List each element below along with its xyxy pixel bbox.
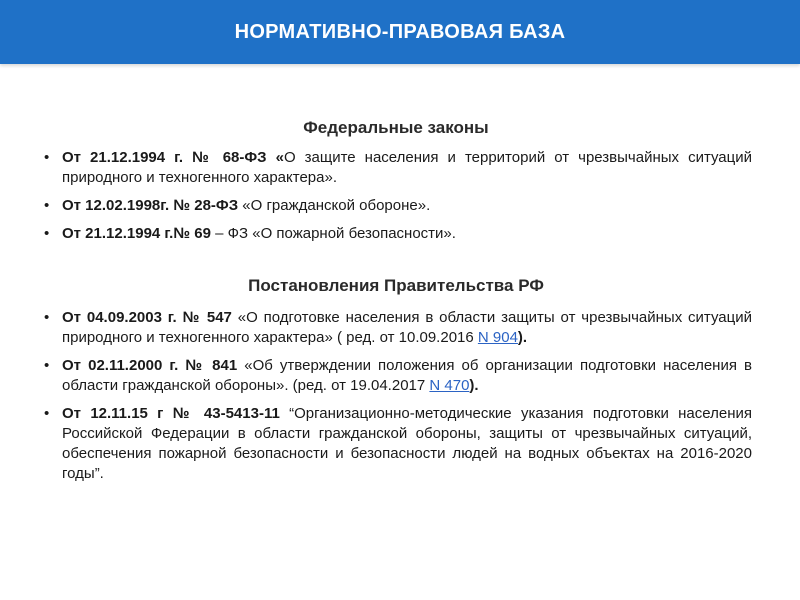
bullet-icon: • (44, 357, 50, 374)
list-item: • От 04.09.2003 г. № 547 «О подготовке населения в области защиты от чрезвычайных ситуаций природного и техногенного характера» ( ред. от 10.09.2016 N 904). (44, 309, 752, 346)
section-title-federal-laws: Федеральные законы (303, 118, 489, 137)
bullet-icon: • (44, 149, 50, 166)
list-item: • От 21.12.1994 г.№ 69 – ФЗ «О пожарной безопасности». (44, 225, 456, 242)
bullet-icon: • (44, 225, 50, 242)
list-item: • От 21.12.1994 г. № 68-ФЗ «О защите населения и территорий от чрезвычайных ситуаций природного и техногенного характера». (44, 149, 753, 186)
section-title-government-decrees: Постановления Правительства РФ (248, 276, 544, 295)
document-body (40, 118, 752, 492)
list-item: • От 02.11.2000 г. № 841 «Об утверждении положения об организации подготовки населения в области гражданской обороны». (ред. от 19.04.2017 N 470). (44, 357, 752, 394)
document-link-n904[interactable]: N 904 (477, 329, 518, 346)
bullet-icon: • (44, 197, 50, 214)
federal-laws-list (40, 148, 752, 244)
page-title: НОРМАТИВНО-ПРАВОВАЯ БАЗА (234, 20, 566, 43)
document-link-n470[interactable]: N 470 (429, 377, 470, 394)
government-decrees-list (40, 308, 752, 484)
header-banner (0, 0, 800, 64)
list-item: • От 12.02.1998г. № 28-ФЗ «О гражданской обороне». (44, 197, 431, 214)
bullet-icon: • (44, 405, 50, 422)
bullet-icon: • (44, 309, 50, 326)
list-item: • От 12.11.15 г № 43-5413-11 “Организационно-методические указания подготовки населения Российской Федерации в области гражданской обороны, защиты от чрезвычайных ситуаций, обеспечения пожарной безопасности и безопасности людей на водных объектах на 2016-2020 годы”. (44, 405, 752, 482)
